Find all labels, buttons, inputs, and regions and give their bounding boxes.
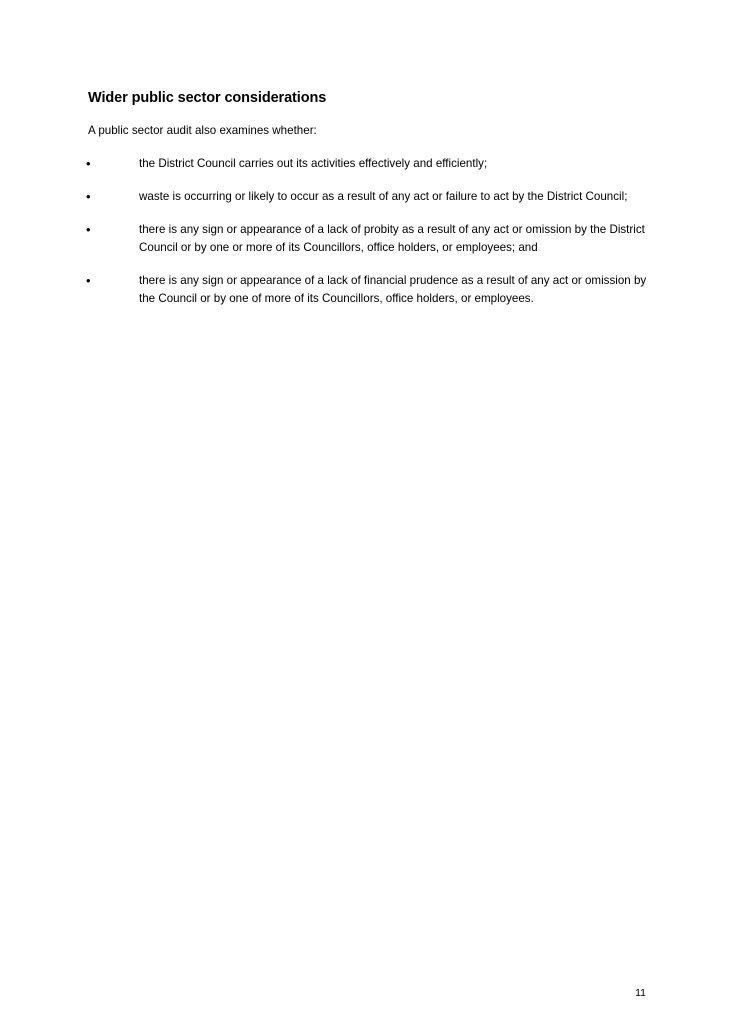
list-item (0, 155, 732, 173)
bullet-icon: • (86, 222, 91, 237)
section-heading: Wider public sector considerations (88, 90, 327, 106)
list-item (0, 188, 732, 206)
bullet-icon: • (86, 189, 91, 204)
list-item (0, 221, 732, 257)
intro-paragraph: A public sector audit also examines whether: (88, 124, 317, 137)
list-item-text: there is any sign or appearance of a lack of probity as a result of any act or omission by the District Council or by one or more of its Councillors, office holders, or employees; and (139, 223, 645, 254)
bullet-icon: • (86, 156, 91, 171)
list-item-text: waste is occurring or likely to occur as a result of any act or failure to act by the District Council; (139, 190, 628, 203)
bullet-icon: • (86, 273, 91, 288)
list-item-text: the District Council carries out its activities effectively and efficiently; (139, 157, 488, 170)
considerations-list (0, 155, 732, 323)
page-number: 11 (635, 987, 646, 999)
list-item-text: there is any sign or appearance of a lack of financial prudence as a result of any act or omission by the Council or by one of more of its Councillors, office holders, or employees. (139, 274, 647, 305)
list-item (0, 272, 732, 308)
